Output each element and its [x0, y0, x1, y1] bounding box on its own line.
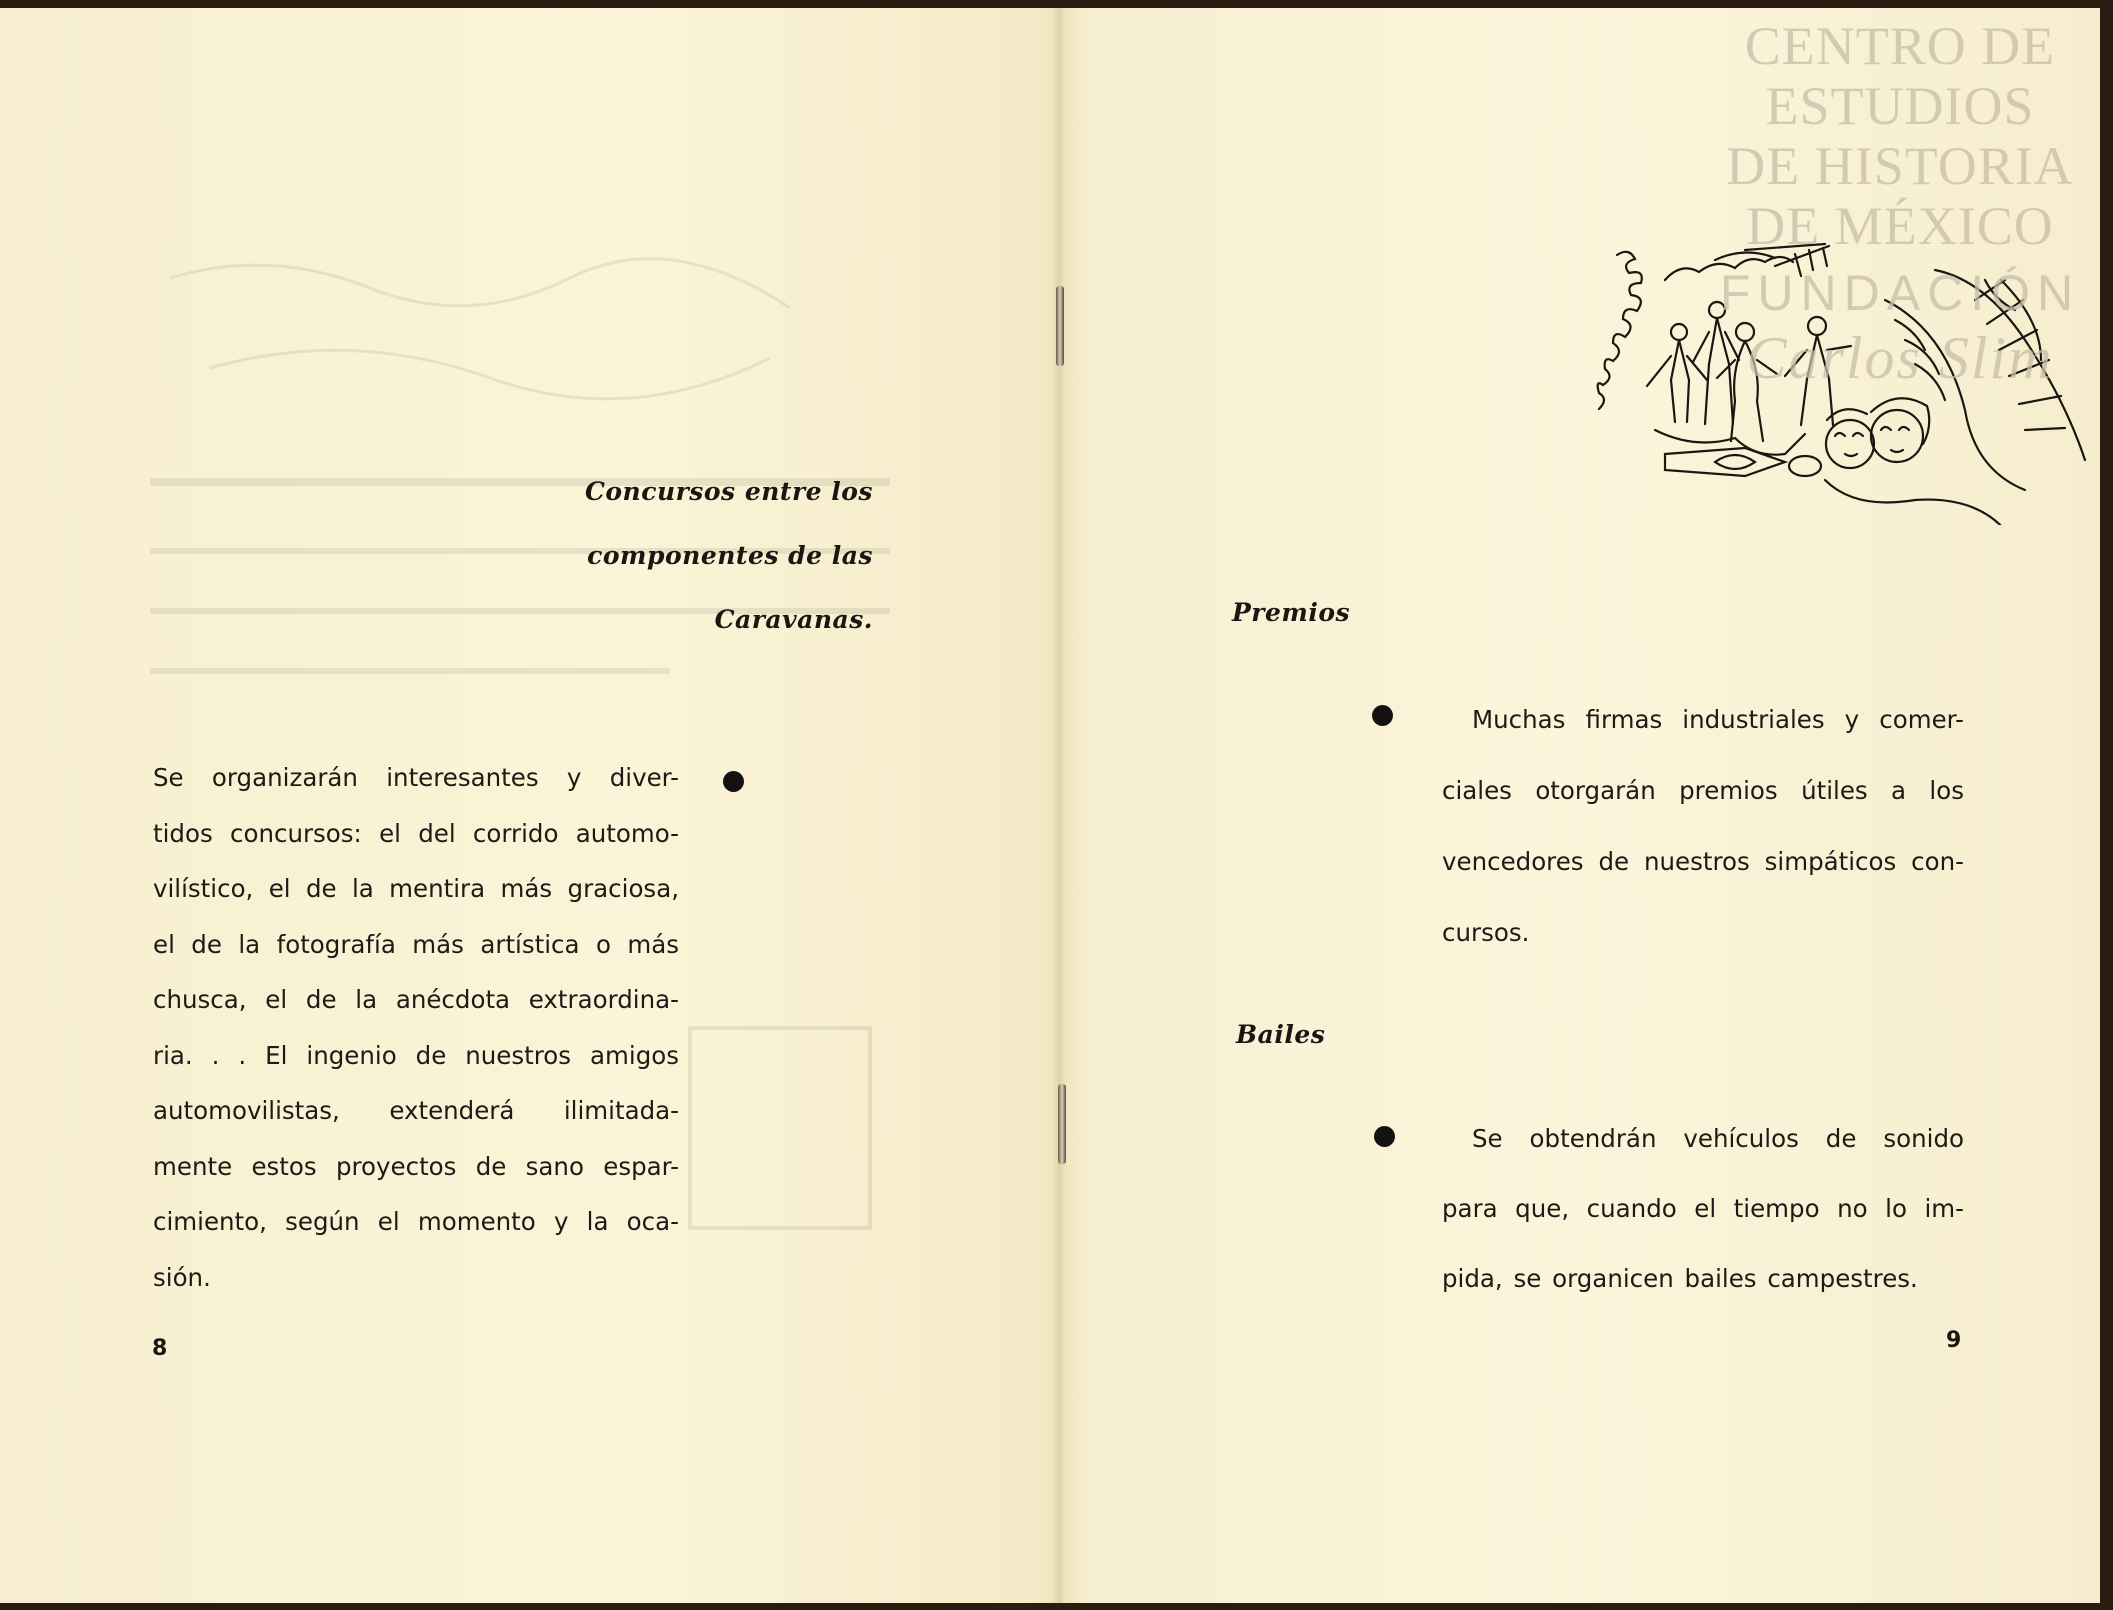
body-line: ciales otorgarán premios útiles a los	[1442, 776, 1964, 805]
premios-body	[1442, 684, 1964, 968]
section-heading-bailes: Bailes	[1236, 1020, 1326, 1049]
body-line: cimiento, según el momento y la oca-	[153, 1207, 679, 1236]
watermark-signature: Carlos Slim	[1746, 325, 2054, 391]
bullet-dot	[1374, 1126, 1395, 1147]
watermark-line: DE HISTORIA	[1726, 136, 2074, 196]
body-line: Se organizarán interesantes y diver-	[153, 763, 679, 792]
booklet-spread	[0, 8, 2100, 1603]
page-number-left: 8	[152, 1336, 168, 1361]
center-fold	[1052, 8, 1066, 1603]
left-page-title	[585, 460, 873, 652]
left-title-line: Concursos entre los	[584, 477, 873, 506]
watermark-line: ESTUDIOS	[1765, 76, 2035, 136]
body-line: el de la fotografía más artística o más	[153, 929, 679, 959]
bailes-body	[1442, 1104, 1964, 1314]
bullet-dot	[723, 771, 744, 792]
staple-bottom	[1058, 1084, 1066, 1164]
page-number-right: 9	[1946, 1328, 1962, 1353]
body-line: cursos.	[1442, 918, 1530, 947]
body-line: para que, cuando el tiempo no lo im-	[1442, 1194, 1964, 1223]
body-line: pida, se organicen bailes campestres.	[1442, 1264, 1918, 1293]
left-title-line: componentes de las	[587, 541, 873, 570]
body-line: sión.	[153, 1262, 211, 1292]
section-heading-premios: Premios	[1232, 598, 1351, 627]
body-line: vencedores de nuestros simpáticos con-	[1442, 847, 1964, 876]
left-page-body	[153, 750, 679, 1305]
body-line: chusca, el de la anécdota extraordina-	[153, 985, 679, 1014]
staple-top	[1056, 286, 1064, 366]
body-line: tidos concursos: el del corrido automo-	[153, 818, 679, 848]
archive-watermark	[1690, 16, 2100, 391]
body-line: mente estos proyectos de sano espar-	[153, 1151, 679, 1181]
bullet-dot	[1372, 705, 1393, 726]
body-line: Muchas firmas industriales y comer-	[1472, 705, 1964, 734]
body-line: vilístico, el de la mentira más graciosa,	[153, 874, 679, 903]
body-line: ria. . . El ingenio de nuestros amigos	[153, 1040, 679, 1070]
body-line: automovilistas, extenderá ilimitada-	[153, 1096, 679, 1125]
body-line: Se obtendrán vehículos de sonido	[1472, 1124, 1964, 1153]
left-title-line: Caravanas.	[714, 605, 873, 634]
watermark-line: DE MÉXICO	[1746, 196, 2054, 256]
watermark-fundacion: FUNDACIÓN	[1719, 265, 2081, 321]
watermark-line: CENTRO DE	[1744, 16, 2056, 76]
